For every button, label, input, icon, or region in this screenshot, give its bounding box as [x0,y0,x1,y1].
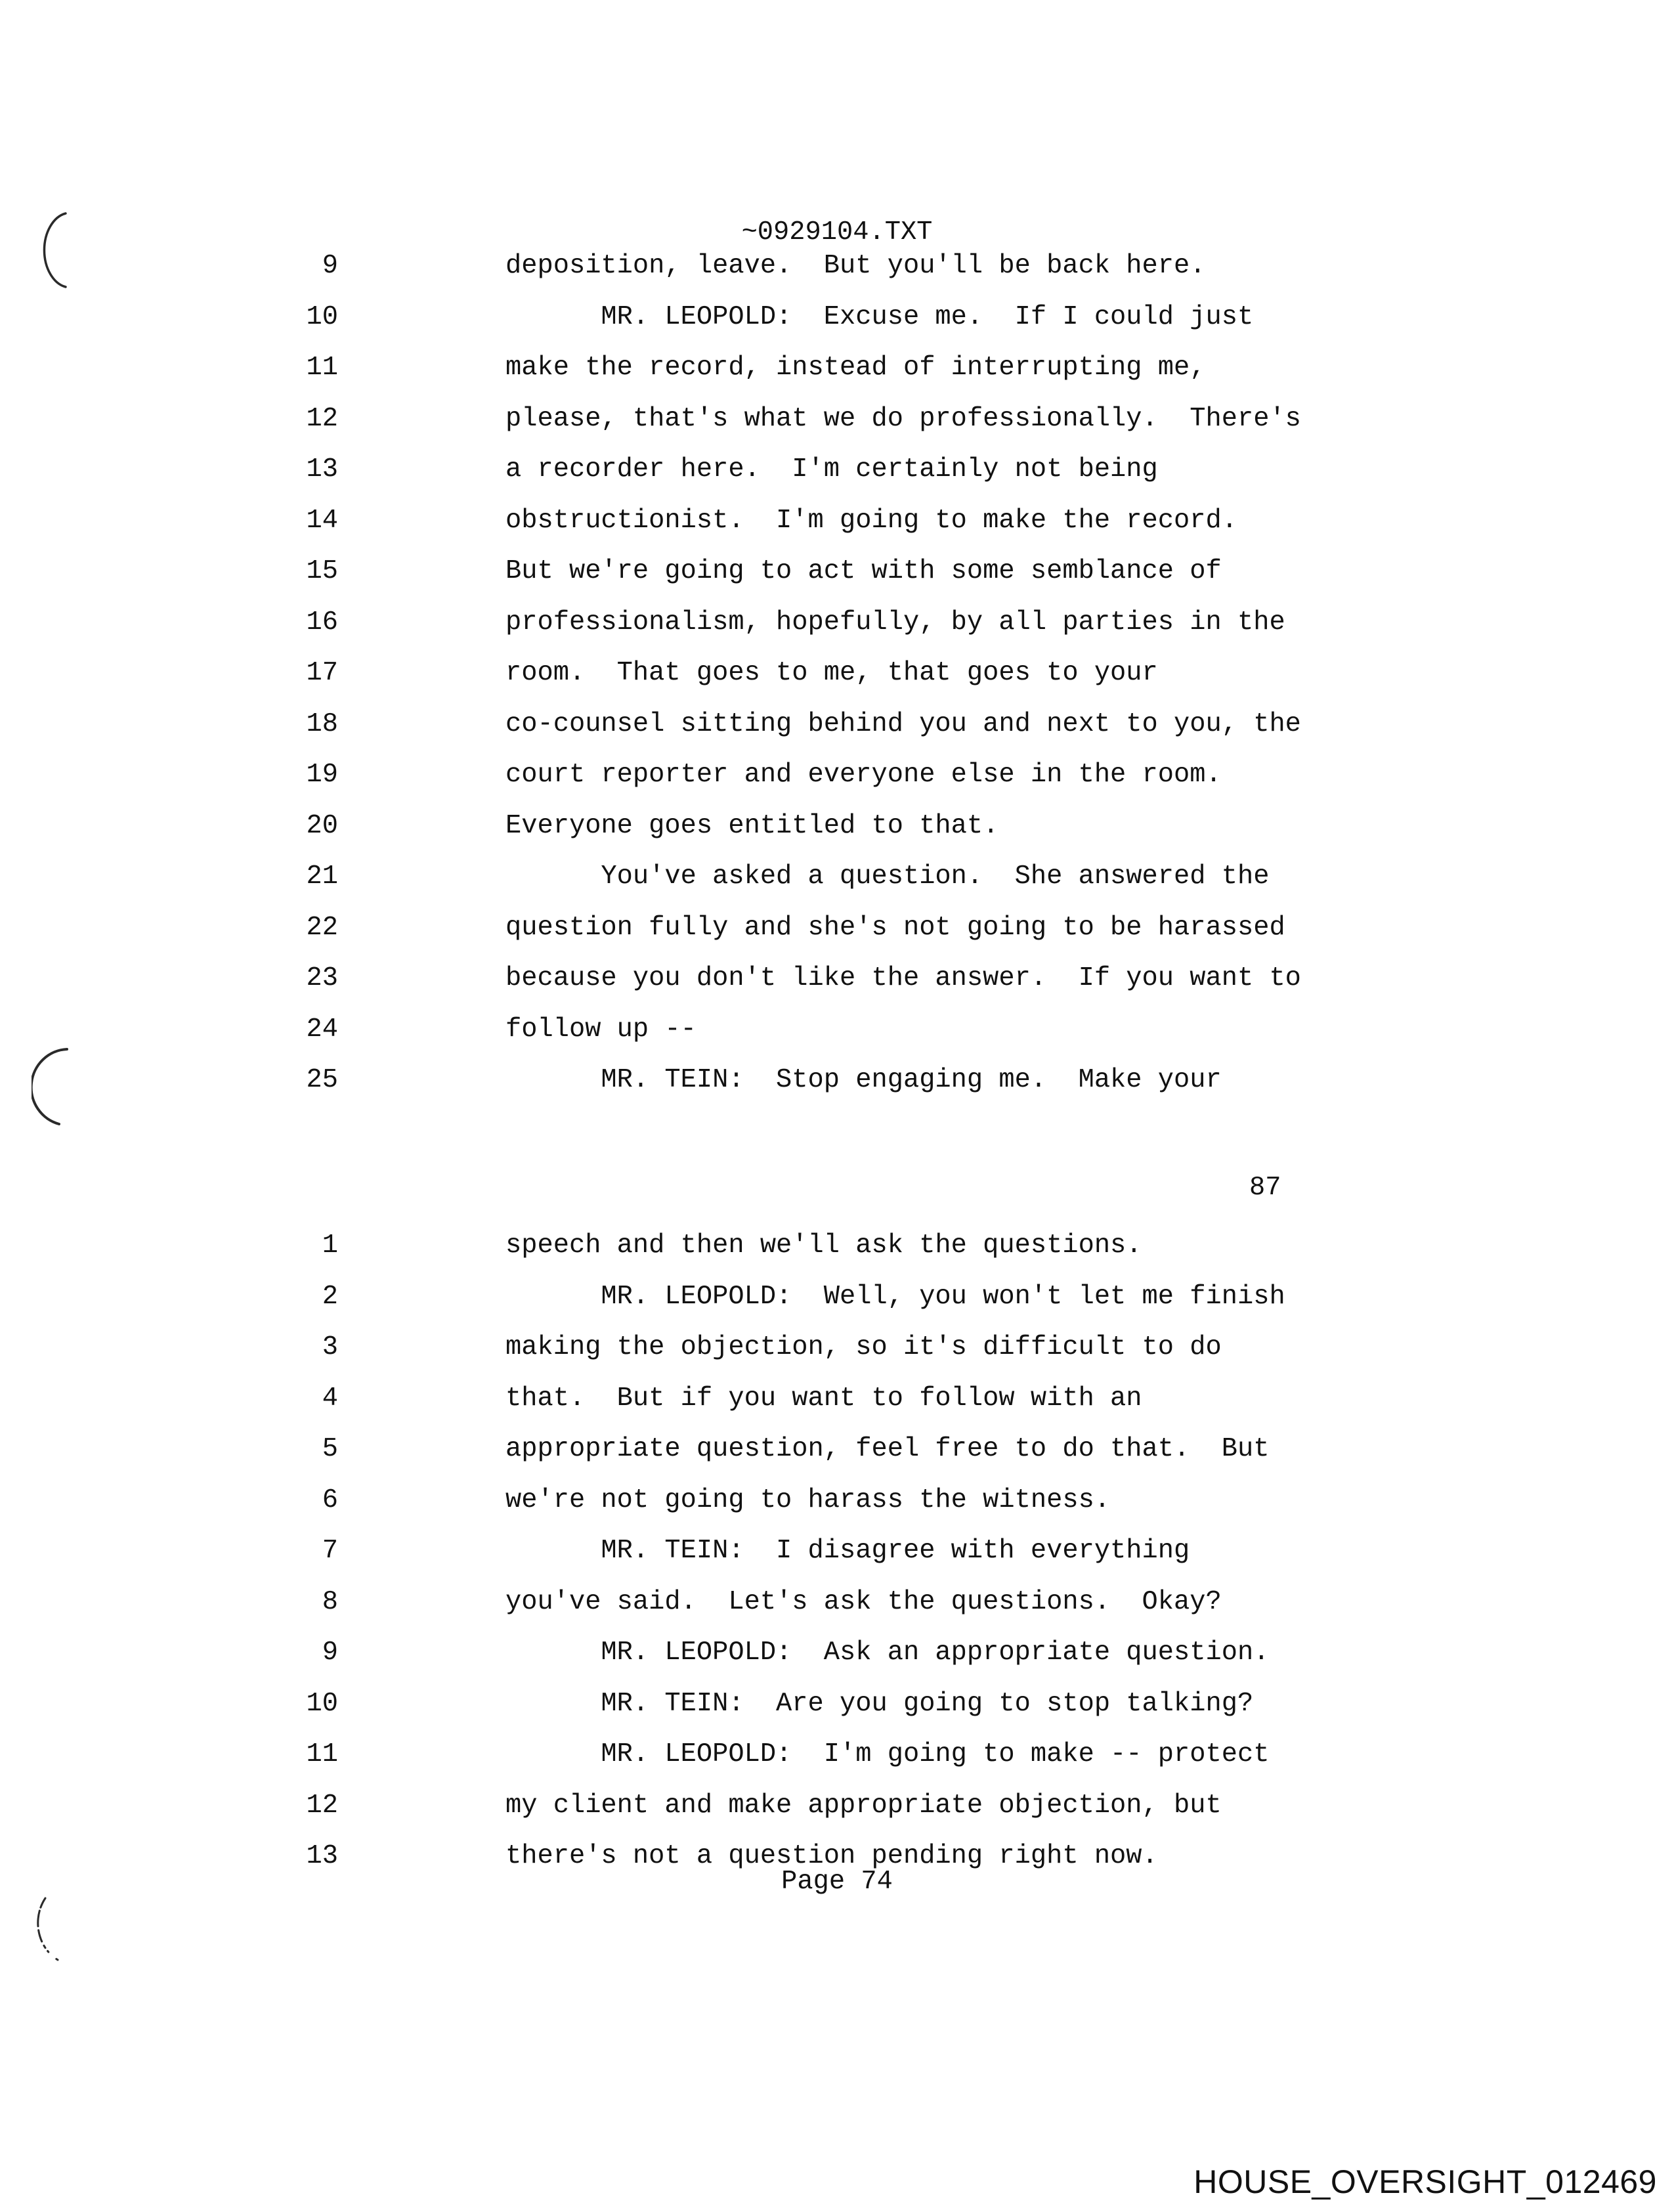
line-number: 18 [306,708,338,739]
transcript-block-page-87 [0,1221,1674,1882]
transcript-line [0,1272,1674,1323]
line-number: 6 [322,1485,338,1515]
line-text: court reporter and everyone else in the room. [505,760,1222,790]
line-text: MR. LEOPOLD: I'm going to make -- protect [505,1739,1270,1769]
transcript-line [0,1475,1674,1527]
line-text: obstructionist. I'm going to make the record. [505,505,1237,536]
line-number: 20 [306,810,338,841]
transcript-line [0,1526,1674,1577]
transcript-line [0,852,1674,903]
line-number: 13 [306,454,338,485]
line-number: 15 [306,556,338,586]
page-number: 87 [1249,1173,1281,1203]
line-number: 25 [306,1065,338,1095]
transcript-line [0,1781,1674,1832]
hole-punch-mark [30,1896,104,1970]
line-number: 19 [306,760,338,790]
line-number: 24 [306,1014,338,1045]
line-text: MR. TEIN: I disagree with everything [505,1536,1190,1566]
transcript-line [0,445,1674,496]
line-number: 12 [306,403,338,434]
header-filename: ~0929104.TXT [741,217,933,248]
line-number: 23 [306,963,338,993]
transcript-line [0,394,1674,445]
transcript-line [0,1729,1674,1781]
transcript-line [0,648,1674,699]
bates-stamp: HOUSE_OVERSIGHT_012469 [1193,2163,1657,2200]
line-text: a recorder here. I'm certainly not being [505,454,1158,485]
line-text: appropriate question, feel free to do that. But [505,1434,1270,1464]
line-text: there's not a question pending right now. [505,1841,1158,1871]
line-text: You've asked a question. She answered the [505,861,1270,892]
line-text: MR. TEIN: Stop engaging me. Make your [505,1065,1222,1095]
line-text: because you don't like the answer. If you want to [505,963,1301,993]
line-text: co-counsel sitting behind you and next to you, the [505,708,1301,739]
line-text: we're not going to harass the witness. [505,1485,1111,1515]
transcript-line [0,750,1674,801]
line-number: 10 [306,1688,338,1719]
transcript-line [0,1577,1674,1628]
transcript-block-page-86 [0,241,1674,1106]
transcript-line [0,953,1674,1005]
transcript-line [0,903,1674,954]
line-number: 16 [306,607,338,638]
line-text: making the objection, so it's difficult to do [505,1332,1222,1362]
footer-page-label: Page 74 [781,1867,893,1897]
line-text: room. That goes to me, that goes to your [505,658,1158,688]
transcript-line [0,241,1674,292]
line-number: 10 [306,301,338,332]
line-number: 5 [322,1434,338,1464]
line-text: make the record, instead of interrupting me, [505,353,1206,383]
line-text: MR. LEOPOLD: Excuse me. If I could just [505,301,1254,332]
line-text: question fully and she's not going to be harassed [505,912,1285,943]
transcript-line [0,1374,1674,1425]
line-text: MR. LEOPOLD: Ask an appropriate question. [505,1637,1270,1668]
line-text: please, that's what we do professionally. There's [505,403,1301,434]
line-text: follow up -- [505,1014,697,1045]
transcript-line [0,496,1674,547]
transcript-line [0,597,1674,649]
transcript-line [0,546,1674,597]
line-number: 22 [306,912,338,943]
line-text: Everyone goes entitled to that. [505,810,999,841]
line-number: 9 [322,251,338,281]
line-number: 9 [322,1637,338,1668]
line-text: But we're going to act with some semblance of [505,556,1222,586]
line-text: my client and make appropriate objection, but [505,1790,1222,1821]
line-number: 3 [322,1332,338,1362]
line-number: 12 [306,1790,338,1821]
line-number: 7 [322,1536,338,1566]
line-text: professionalism, hopefully, by all parties in the [505,607,1285,638]
line-number: 14 [306,505,338,536]
line-number: 11 [306,353,338,383]
transcript-line [0,343,1674,394]
line-text: speech and then we'll ask the questions. [505,1230,1142,1261]
line-number: 17 [306,658,338,688]
transcript-line [0,1679,1674,1730]
line-text: deposition, leave. But you'll be back here. [505,251,1206,281]
transcript-line [0,1055,1674,1106]
transcript-line [0,801,1674,852]
transcript-line [0,1221,1674,1272]
transcript-line [0,1628,1674,1679]
line-number: 2 [322,1281,338,1312]
line-number: 1 [322,1230,338,1261]
transcript-line [0,1005,1674,1056]
line-text: you've said. Let's ask the questions. Okay? [505,1586,1222,1617]
line-number: 4 [322,1383,338,1414]
line-number: 11 [306,1739,338,1769]
line-text: MR. TEIN: Are you going to stop talking? [505,1688,1254,1719]
transcript-line [0,1322,1674,1374]
line-number: 8 [322,1586,338,1617]
line-text: that. But if you want to follow with an [505,1383,1142,1414]
line-number: 21 [306,861,338,892]
transcript-line [0,1424,1674,1475]
line-number: 13 [306,1841,338,1871]
transcript-line [0,699,1674,750]
transcript-line [0,292,1674,343]
line-text: MR. LEOPOLD: Well, you won't let me finish [505,1281,1285,1312]
